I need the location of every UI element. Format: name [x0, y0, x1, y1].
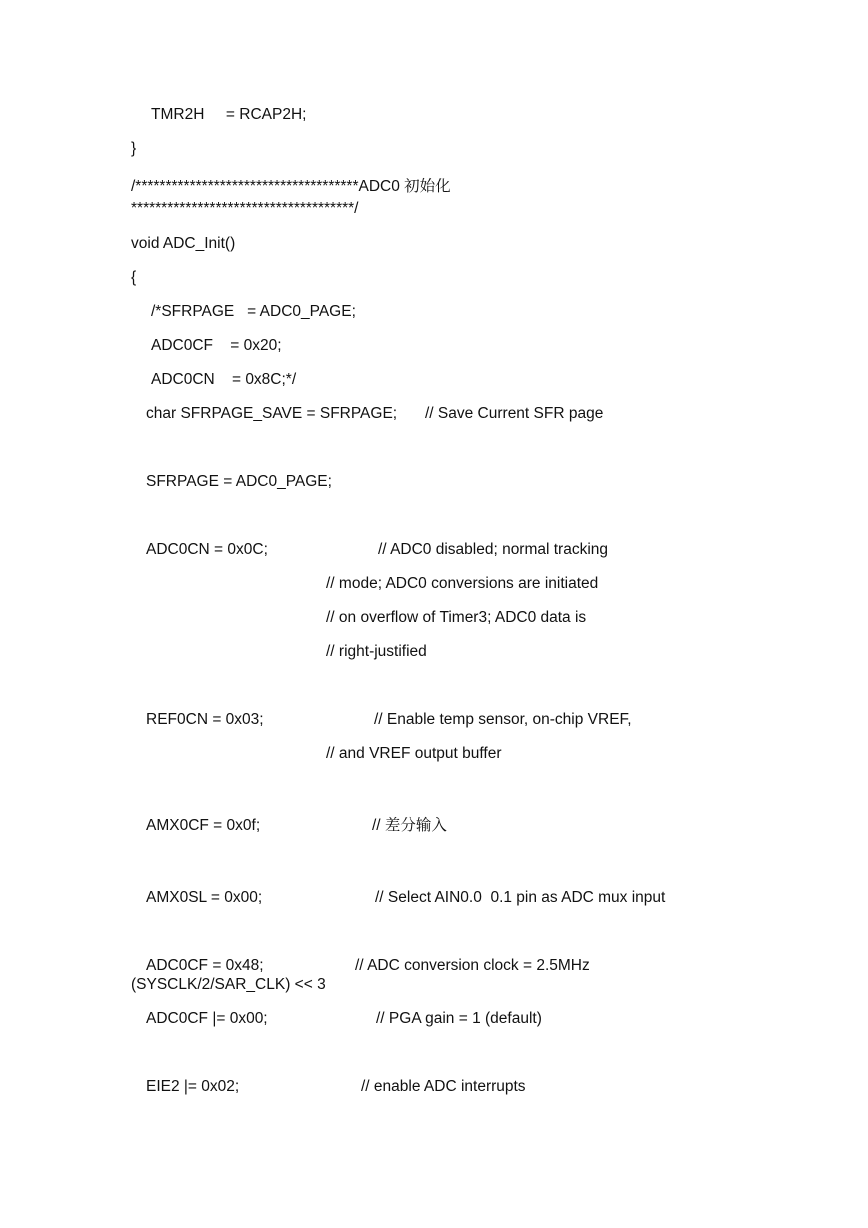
comment-select-ain: // Select AIN0.0 0.1 pin as ADC mux input: [375, 889, 666, 906]
comment-vref-output-buffer: // and VREF output buffer: [326, 745, 502, 762]
code-line-sfrpage-set: SFRPAGE = ADC0_PAGE;: [146, 473, 332, 490]
comment-right-justified: // right-justified: [326, 643, 427, 660]
comment-sysclk-formula: (SYSCLK/2/SAR_CLK) << 3: [131, 976, 326, 993]
code-line-ref0cn: REF0CN = 0x03;: [146, 711, 264, 728]
comment-overflow-timer3: // on overflow of Timer3; ADC0 data is: [326, 609, 587, 626]
code-line-amx0cf: AMX0CF = 0x0f;: [146, 817, 261, 834]
code-line-adc0cn-comment: ADC0CN = 0x8C;*/: [151, 371, 297, 388]
code-line-adc0cf: ADC0CF = 0x48;: [146, 957, 264, 974]
comment-mode-conversions: // mode; ADC0 conversions are initiated: [326, 575, 599, 592]
code-line-tmr2h: TMR2H = RCAP2H;: [151, 106, 307, 123]
comment-banner-bottom: *************************************/: [131, 200, 359, 217]
code-line-adc0cf-comment: ADC0CF = 0x20;: [151, 337, 282, 354]
comment-banner-top: /*************************************ADC0 初始化: [131, 178, 451, 195]
comment-adc-conversion-clock: // ADC conversion clock = 2.5MHz: [355, 957, 590, 974]
comment-adc0-disabled: // ADC0 disabled; normal tracking: [378, 541, 609, 558]
code-line-eie2: EIE2 |= 0x02;: [146, 1078, 240, 1095]
code-line-amx0sl: AMX0SL = 0x00;: [146, 889, 263, 906]
comment-pga-gain: // PGA gain = 1 (default): [376, 1010, 542, 1027]
code-line-open-brace: {: [131, 269, 137, 286]
code-line-adc0cn: ADC0CN = 0x0C;: [146, 541, 268, 558]
code-line-close-brace: }: [131, 140, 137, 157]
comment-differential-input: // 差分输入: [372, 817, 447, 834]
code-line-sfrpage-save: char SFRPAGE_SAVE = SFRPAGE;: [146, 405, 398, 422]
comment-save-sfr-page: // Save Current SFR page: [425, 405, 604, 422]
comment-enable-temp-sensor: // Enable temp sensor, on-chip VREF,: [374, 711, 632, 728]
code-line-adc0cf-or: ADC0CF |= 0x00;: [146, 1010, 268, 1027]
code-line-function-signature: void ADC_Init(): [131, 235, 236, 252]
code-line-sfrpage-comment: /*SFRPAGE = ADC0_PAGE;: [151, 303, 356, 320]
comment-enable-adc-interrupts: // enable ADC interrupts: [361, 1078, 526, 1095]
